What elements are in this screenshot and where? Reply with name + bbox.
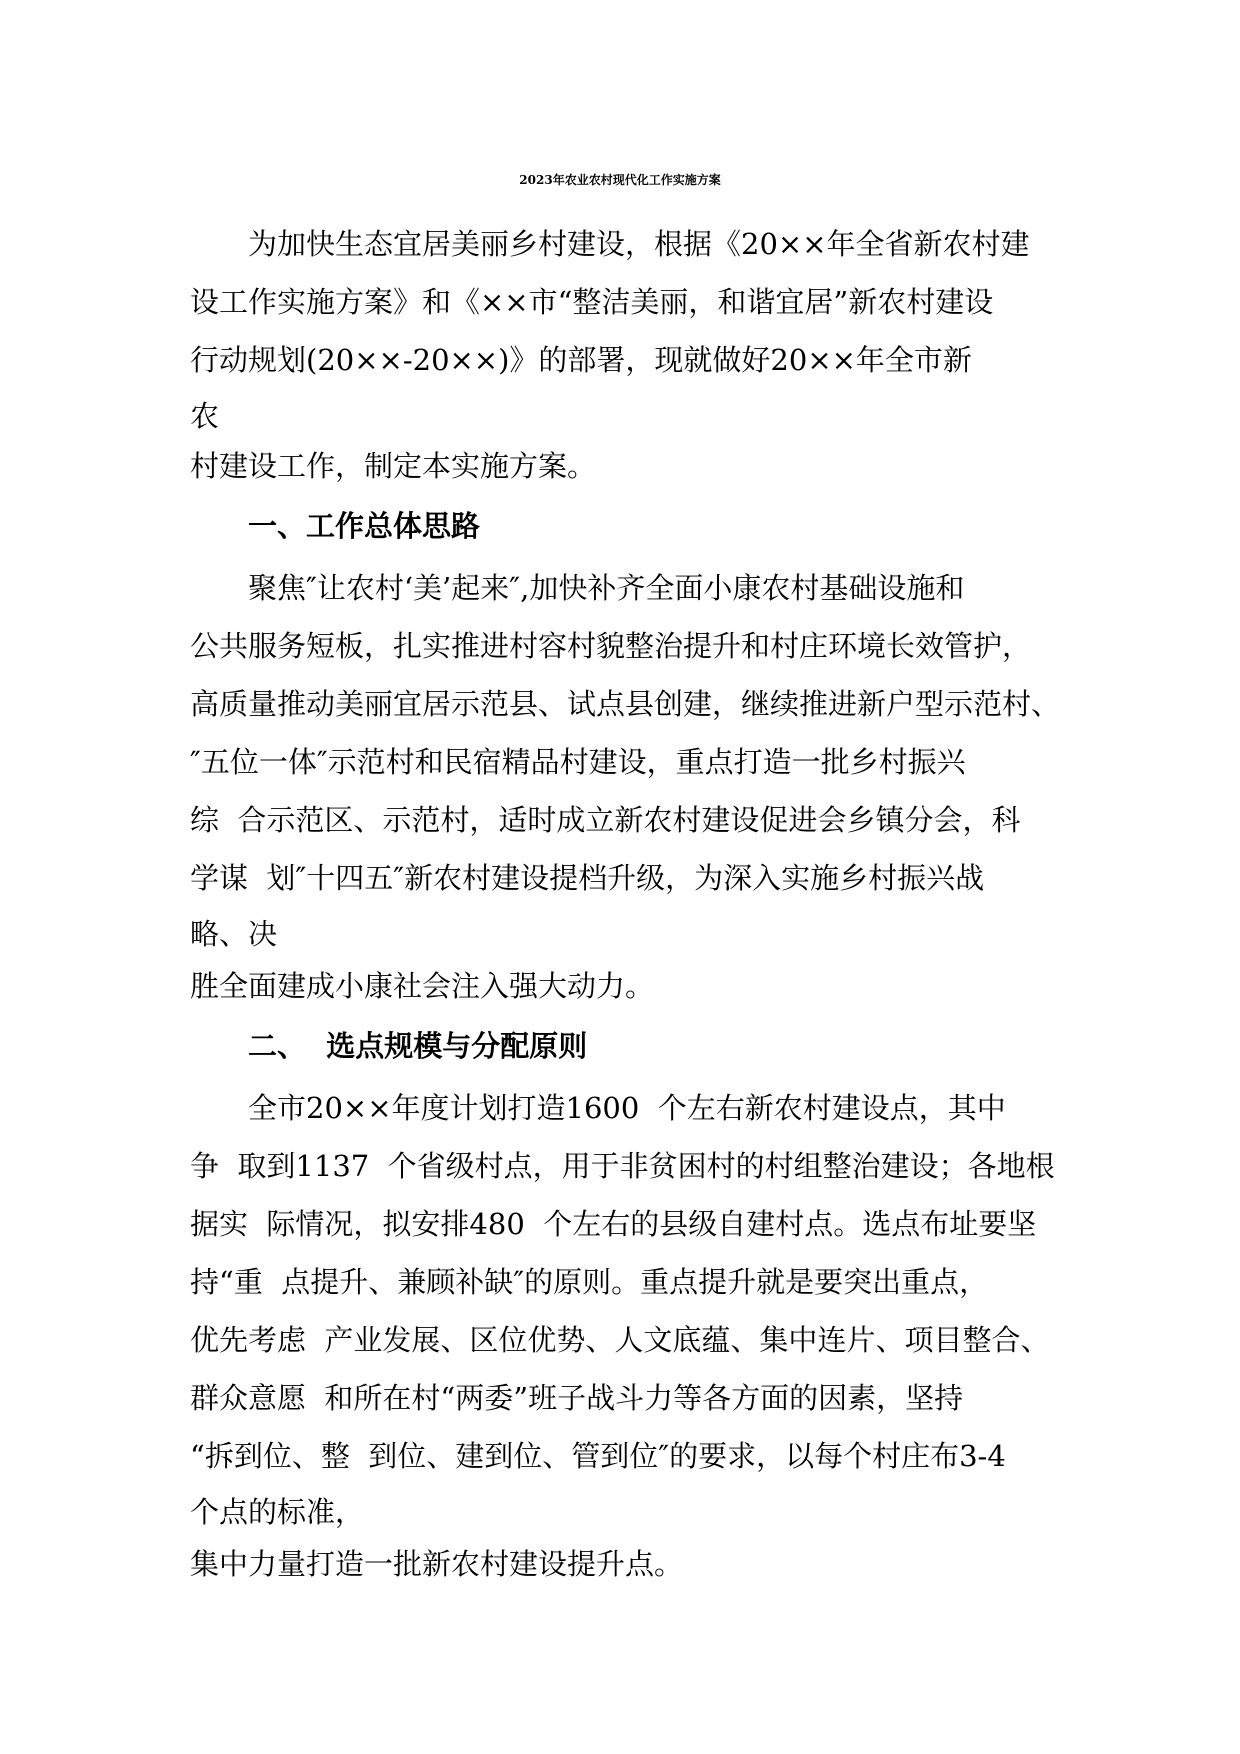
section1-line-3: 高质量推动美丽宜居示范县、试点县创建，继续推进新户型示范村、 — [190, 687, 1061, 721]
intro-line-3: 行动规划(20××-20××)》的部署，现就做好20××年全市新 — [190, 343, 972, 377]
intro-line-2: 设工作实施方案》和《××市“整洁美丽，和谐宜居”新农村建设 — [190, 285, 994, 319]
section2-line-6: 群众意愿 和所在村“两委”班子战斗力等各方面的因素，坚持 — [190, 1381, 964, 1415]
document-title: 2023年农业农村现代化工作实施方案 — [519, 173, 721, 187]
section2-line-5: 优先考虑 产业发展、区位优势、人文底蕴、集中连片、项目整合、 — [190, 1323, 1050, 1357]
section2-heading: 二、 选点规模与分配原则 — [248, 1029, 588, 1063]
section1-heading: 一、工作总体思路 — [248, 509, 481, 543]
intro-line-5: 村建设工作，制定本实施方案。 — [190, 449, 597, 483]
section2-line-2: 争 取到1137 个省级村点，用于非贫困村的村组整治建设；各地根 — [190, 1149, 1055, 1183]
section2-line-9: 集中力量打造一批新农村建设提升点。 — [190, 1547, 684, 1581]
section1-line-2: 公共服务短板，扎实推进村容村貌整治提升和村庄环境长效管护， — [190, 629, 1032, 663]
section2-line-4: 持“重 点提升、兼顾补缺″的原则。重点提升就是要突出重点， — [190, 1265, 989, 1299]
section1-line-7: 略、决 — [190, 917, 278, 951]
section1-line-1: 聚焦″让农村‘美’起来″,加快补齐全面小康农村基础设施和 — [248, 571, 965, 605]
intro-line-1: 为加快生态宜居美丽乡村建设，根据《20××年全省新农村建 — [248, 227, 1030, 261]
section2-line-1: 全市20××年度计划打造1600 个左右新农村建设点，其中 — [248, 1091, 1006, 1125]
section1-line-5: 综 合示范区、示范村，适时成立新农村建设促进会乡镇分会，科 — [190, 803, 1021, 837]
section2-line-3: 据实 际情况，拟安排480 个左右的县级自建村点。选点布址要坚 — [190, 1207, 1037, 1241]
section2-line-8: 个点的标准， — [190, 1495, 365, 1529]
section1-line-4: ″五位一体″示范村和民宿精品村建设，重点打造一批乡村振兴 — [190, 745, 966, 779]
intro-line-4: 农 — [190, 399, 220, 433]
section1-line-8: 胜全面建成小康社会注入强大动力。 — [190, 969, 655, 1003]
section1-line-6: 学谋 划″十四五″新农村建设提档升级，为深入实施乡村振兴战 — [190, 861, 985, 895]
section2-line-7: “拆到位、整 到位、建到位、管到位″的要求，以每个村庄布3-4 — [190, 1439, 1006, 1473]
